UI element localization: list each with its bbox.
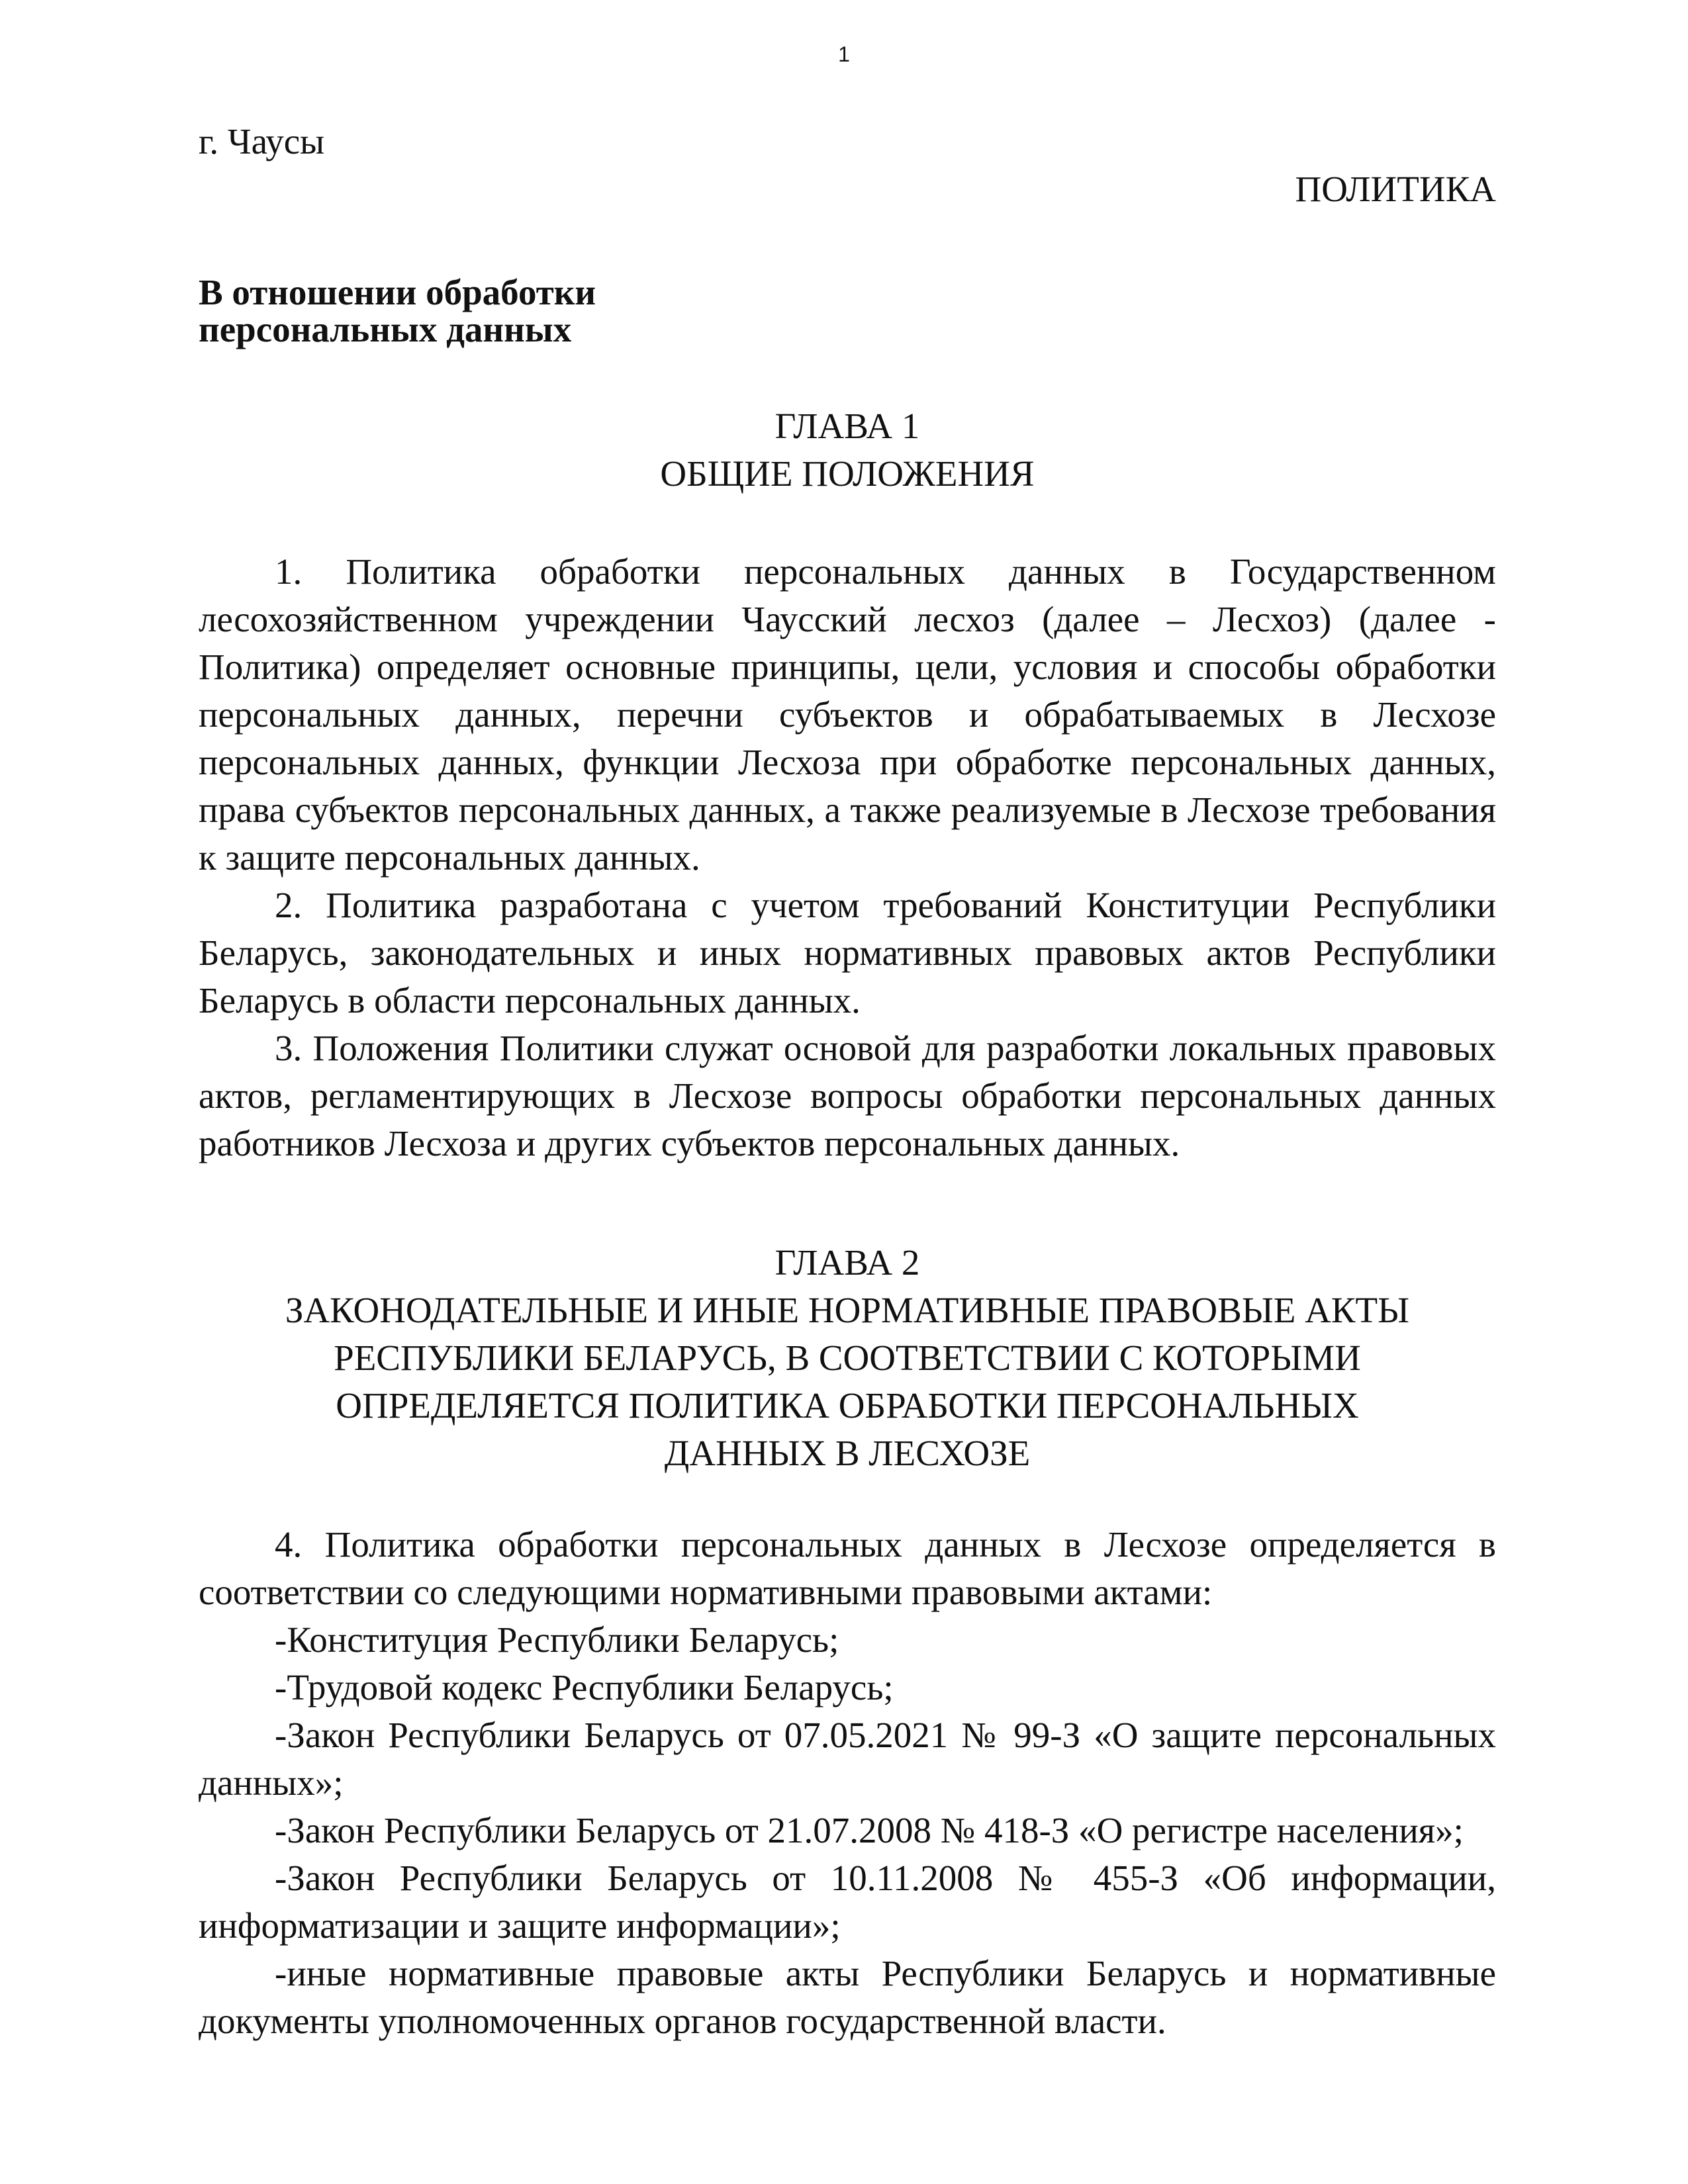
chapter-2-number: ГЛАВА 2 (774, 1242, 920, 1283)
city-line: г. Чаусы (199, 121, 325, 161)
page-number: 1 (838, 42, 850, 66)
list-item-other-acts: -иные нормативные правовые акты Республики Беларусь и нормативные документы уполномоченных органов государственной власти. (199, 1953, 1496, 2041)
list-item-law-99: -Закон Республики Беларусь от 07.05.2021 № 99-З «О защите персональных данных»; (199, 1715, 1496, 1803)
paragraph-4: 4. Политика обработки персональных данных в Лесхозе определяется в соответствии со следующими нормативными правовыми актами: (199, 1524, 1496, 1612)
list-item-law-418: -Закон Республики Беларусь от 21.07.2008 № 418-З «О регистре населения»; (275, 1810, 1464, 1850)
chapter-2-body (199, 1521, 1496, 2045)
chapter-2-title-line-1: ЗАКОНОДАТЕЛЬНЫЕ И ИНЫЕ НОРМАТИВНЫЕ ПРАВОВЫЕ АКТЫ (285, 1290, 1410, 1330)
chapter-1-number: ГЛАВА 1 (774, 406, 920, 446)
chapter-2-heading (199, 1239, 1496, 1477)
chapter-2-title-line-4: ДАННЫХ В ЛЕСХОЗЕ (664, 1433, 1031, 1473)
chapter-1-heading (199, 402, 1496, 498)
paragraph-3: 3. Положения Политики служат основой для разработки локальных правовых актов, регламентирующих в Лесхозе вопросы обработки персональных данных работников Лесхоза и других субъектов персональных данных. (199, 1028, 1496, 1163)
chapter-2-title-line-3: ОПРЕДЕЛЯЕТСЯ ПОЛИТИКА ОБРАБОТКИ ПЕРСОНАЛЬНЫХ (336, 1385, 1359, 1426)
list-item-constitution: -Конституция Республики Беларусь; (275, 1619, 839, 1660)
document-subject: В отношении обработки персональных данных (199, 272, 596, 349)
paragraph-2: 2. Политика разработана с учетом требований Конституции Республики Беларусь, законодательных и иных нормативных правовых актов Республики Беларусь в области персональных данных. (199, 885, 1496, 1021)
list-item-labor-code: -Трудовой кодекс Республики Беларусь; (275, 1667, 894, 1707)
chapter-1-title: ОБЩИЕ ПОЛОЖЕНИЯ (660, 453, 1035, 494)
document-type: ПОЛИТИКА (1295, 169, 1496, 209)
document-content (199, 118, 1496, 2045)
paragraph-1: 1. Политика обработки персональных данных в Государственном лесохозяйственном учреждении Чаусский лесхоз (далее – Лесхоз) (далее - Политика) определяет основные принципы, цели, условия и способы обработки персональных данных, перечни субъектов и обрабатываемых в Лесхозе персональных данных, функции Лесхоза при обработке персональных данных, права субъектов персональных данных, а также реализуемые в Лесхозе требования к защите персональных данных. (199, 551, 1496, 878)
list-item-law-455: -Закон Республики Беларусь от 10.11.2008 № 455-З «Об информации, информатизации и защите информации»; (199, 1858, 1496, 1946)
chapter-1-body (199, 548, 1496, 1167)
chapter-2-title-line-2: РЕСПУБЛИКИ БЕЛАРУСЬ, В СООТВЕТСТВИИ С КОТОРЫМИ (334, 1338, 1361, 1378)
